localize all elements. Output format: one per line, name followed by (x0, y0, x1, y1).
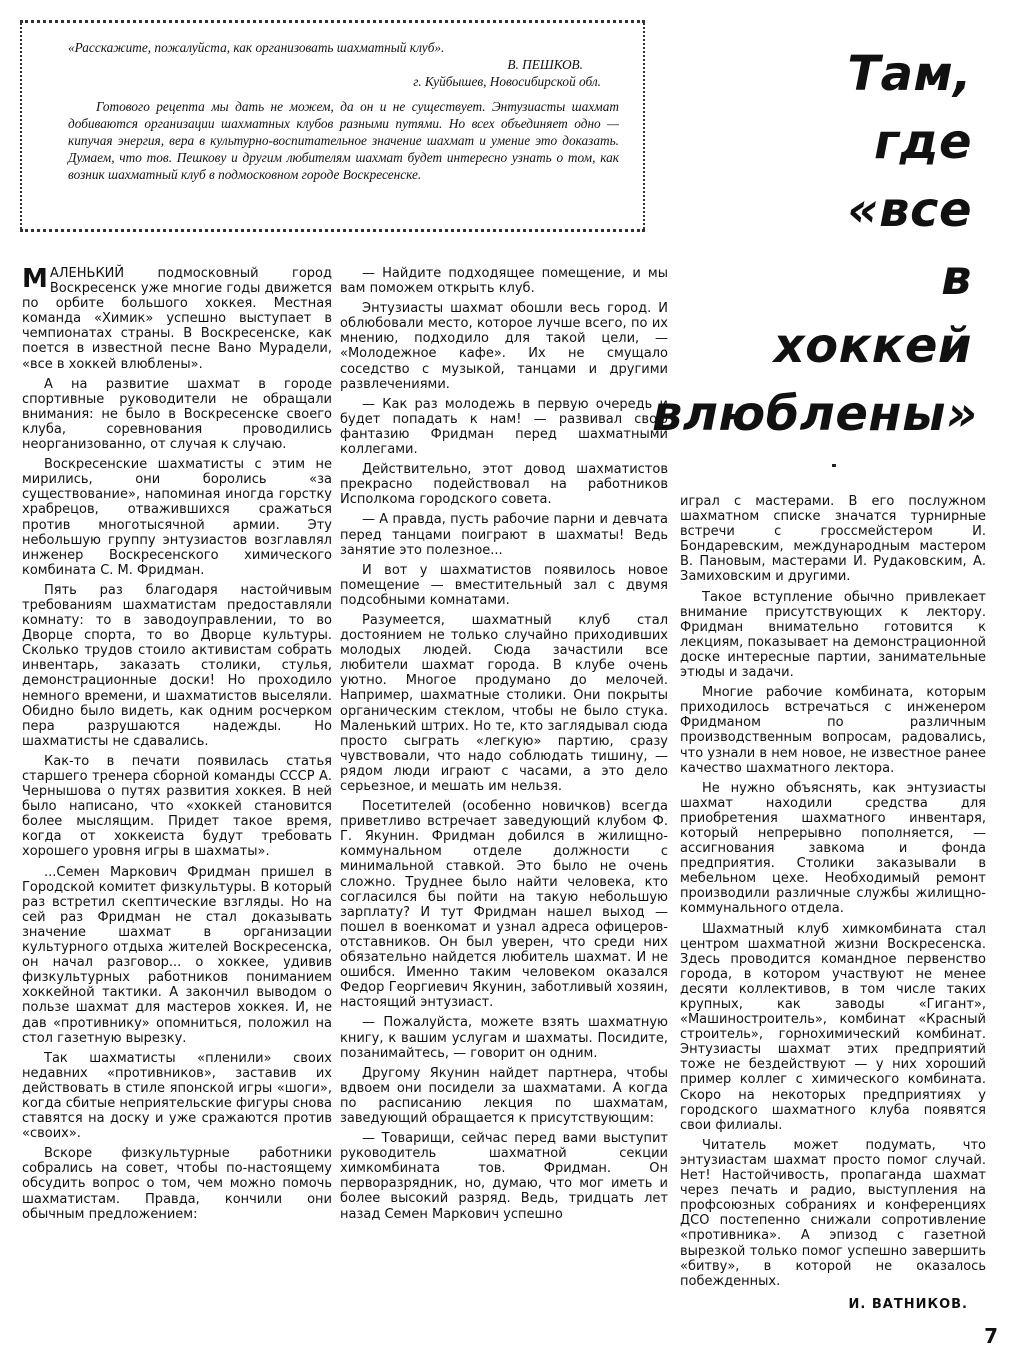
paragraph: Разумеется, шахматный клуб стал достоянием не только случайно приходивших молодых людей. Сюда зачастили все любители шахмат города. В клубе очень уютно. Многое продумано до мелочей. Например, шахматные столики. Они покрыты органическим стеклом, чтобы не было стука. Маленький штрих. Но те, кто заглядывал сюда просто сыграть «легкую» партию, сразу чувствовали, что надо соблюдать тишину, — рядом люди играют с часами, а это дело серьезное, и мешать им нельзя. (340, 612, 668, 794)
paragraph: Воскресенские шахматисты с этим не мирились, они боролись «за существование», напоминая иногда горстку храбрецов, отважившихся сражаться против многотысячной армии. Эту небольшую группу энтузиастов возглавлял инженер Воскресенского химического комбината С. М. Фридман. (22, 457, 332, 578)
paragraph: Энтузиасты шахмат обошли весь город. И облюбовали место, которое лучше всего, по их мнению, подходило для такой цели, — «Молодежное кафе». Их не смущало соседство с музыкой, танцами и другими развлечениями. (340, 301, 668, 392)
article-column-1 (22, 266, 332, 1227)
decorative-dot (832, 464, 836, 467)
paragraph: — Пожалуйста, можете взять шахматную книгу, к вашим услугам и шахматы. Посидите, позанимайтесь, — говорит он одним. (340, 1015, 668, 1061)
page-number: 7 (984, 1324, 998, 1348)
paragraph: — А правда, пусть рабочие парни и девчата перед танцами поиграют в шахматы! Ведь занятие это полезное... (340, 512, 668, 558)
headline-line: хоккей (773, 318, 972, 374)
article-column-2 (340, 266, 668, 1227)
paragraph: играл с мастерами. В его послужном шахматном списке значатся турнирные встречи с гроссмейстером И. Бондаревским, международным мастером В. Пановым, мастерами И. Рудаковским, А. Замиховским и другими. (680, 494, 986, 585)
paragraph: Посетителей (особенно новичков) всегда приветливо встречает заведующий клубом Ф. Г. Якунин. Фридман добился в жилищно-коммунальном отделе должности с минимальной ставкой. Это было не очень сложно. Труднее было найти человека, кто согласился бы пойти на такую небольшую зарплату? И тут Фридман нашел выход — пошел в военкомат и узнал адреса офицеров-отставников. Он был уверен, что среди них обязательно найдется любитель шахмат. И не ошибся. Именно таким человеком оказался Федор Георгиевич Якунин, заботливый хозяин, настоящий энтузиаст. (340, 799, 668, 1011)
paragraph: Как-то в печати появилась статья старшего тренера сборной команды СССР А. Чернышова о путях развития хоккея. В ней было написано, что «хоккей становится более мыслящим. Придет такое время, когда от хоккеиста будут требовать хорошего уровня игры в шахматы». (22, 753, 332, 860)
headline-line: в (941, 250, 972, 306)
paragraph: МАЛЕНЬКИЙ подмосковный город Воскресенск уже многие годы движется по орбите большого хоккея. Местная команда «Химик» успешно выступает в чемпионатах страны. В Воскресенске, как поется в известной песне Вано Мурадели, «все в хоккей влюблены». (22, 264, 332, 372)
headline-line: Там, (847, 46, 972, 102)
paragraph: Пять раз благодаря настойчивым требованиям шахматистам предоставляли комнату: то в заводоуправлении, то во Дворце спорта, то во Дворце культуры. Сколько трудов стоило активистам собрать инвентарь, заказать столики, стулья, демонстрационные доски! Но проходило немного времени, и шахматистов выселяли. Обидно было видеть, как одним росчерком пера разрушаются надежды. Но шахматисты не сдавались. (22, 582, 332, 749)
headline-line: влюблены» (652, 386, 978, 442)
paragraph: — Найдите подходящее помещение, и мы вам поможем открыть клуб. (340, 266, 668, 297)
paragraph: Такое вступление обычно привлекает внимание присутствующих к лектору. Фридман внимательно готовится к лекциям, показывает на демонстрационной доске интересные партии, занимательные этюды и задачи. (680, 589, 986, 681)
paragraph: Шахматный клуб химкомбината стал центром шахматной жизни Воскресенска. Здесь проводится командное первенство города, в котором участвуют не менее десяти коллективов, в том числе таких крупных, как заводы «Гигант», «Машиностроитель», комбинат «Красный строитель», горнохимический комбинат. Энтузиасты шахмат этих предприятий тоже не бездействуют — у них хороший пример коллег с химического комбината. Скоро на некоторых предприятиях у городского шахматного клуба появятся свои филиалы. (680, 921, 986, 1133)
paragraph: ...Семен Маркович Фридман пришел в Городской комитет физкультуры. В который раз встретил скептические взгляды. Но на сей раз Фридман не стал доказывать значение шахмат в организации культурного отдыха жителей Воскресенска, он начал разговор... о хоккее, удивив физкультурных работников пониманием хоккейной тактики. А закончил выводом о пользе шахмат для мастеров хоккея. И, не дав «противнику» опомниться, положил на стол газетную вырезку. (22, 864, 332, 1046)
article-author: И. ВАТНИКОВ. (848, 1296, 968, 1312)
paragraph: — Как раз молодежь в первую очередь и будет попадать к нам! — развивал свою фантазию Фридман перед шахматными коллегами. (340, 396, 668, 458)
paragraph: Другому Якунин найдет партнера, чтобы вдвоем они посидели за шахматами. А когда по расписанию лекция по шахматам, заведующий обращается к присутствующим: (340, 1065, 668, 1126)
reader-question: «Расскажите, пожалуйста, как организовать шахматный клуб». (68, 40, 445, 55)
paragraph: Не нужно объяснять, как энтузиасты шахмат находили средства для приобретения шахматного инвентаря, который непрерывно пополняется, — ассигнования завкома и фонда предприятия. Столики заказывали в мебельном цехе. Необходимый ремонт производили различные службы жилищно-коммунального отдела. (680, 780, 986, 917)
paragraph: — Товарищи, сейчас перед вами выступит руководитель шахматной секции химкомбината тов. Фридман. Он перворазрядник, но, думаю, что мог иметь и более высокий разряд. Ведь, тридцать лет назад Семен Маркович успешно (340, 1131, 668, 1222)
paragraph: Читатель может подумать, что энтузиастам шахмат просто помог случай. Нет! Настойчивость, пропаганда шахмат через печать и радио, выступления на профсоюзных собраниях и конференциях ДСО постепенно снижали сопротивление «противника». А эпизод с газетной вырезкой только помог успешно завершить «битву», в которой не оказалось побежденных. (680, 1137, 986, 1289)
paragraph: А на развитие шахмат в городе спортивные руководители не обращали внимания: не было в Воскресенске своего клуба, соревнования проводились неорганизованно, от случая к случаю. (22, 376, 332, 453)
reader-signature: В. ПЕШКОВ. (507, 57, 583, 72)
drop-cap: М (22, 264, 48, 294)
reader-question-box (20, 20, 645, 232)
paragraph: Многие рабочие комбината, которым приходилось встречаться с инженером Фридманом по различным производственным вопросам, радовались, что узнали в нем новое, не известное ранее качество шахматного лектора. (680, 685, 986, 776)
reader-city: г. Куйбышев, Новосибирской обл. (413, 74, 601, 89)
headline-line: «все (847, 182, 972, 238)
headline-line: где (874, 114, 972, 170)
editorial-answer: Готового рецепта мы дать не можем, да он и не существует. Энтузиасты шахмат добиваются организации шахматных клубов разными путями. Но всех объединяет одно — кипучая энергия, вера в культурно-воспитательное значение шахмат и умение это доказать. Думаем, что тов. Пешкову и другим любителям шахмат будет интересно узнать о том, как возник шахматный клуб в подмосковном городе Воскресенске. (68, 99, 619, 182)
paragraph: Вскоре физкультурные работники собрались на совет, чтобы по-настоящему обсудить вопрос о том, чем можно помочь шахматистам. Правда, кончили они обычным предложением: (22, 1146, 332, 1222)
paragraph: Так шахматисты «пленили» своих недавних «противников», заставив их действовать в стиле японской игры «шоги», когда сбитые неприятельские фигуры снова ставятся на доску и уже сражаются против «своих». (22, 1050, 332, 1142)
article-headline (652, 40, 978, 448)
article-column-3 (680, 494, 986, 1317)
paragraph: И вот у шахматистов появилось новое помещение — вместительный зал с двумя подсобными комнатами. (340, 562, 668, 608)
paragraph: Действительно, этот довод шахматистов прекрасно подействовал на работников Исполкома городского совета. (340, 462, 668, 508)
